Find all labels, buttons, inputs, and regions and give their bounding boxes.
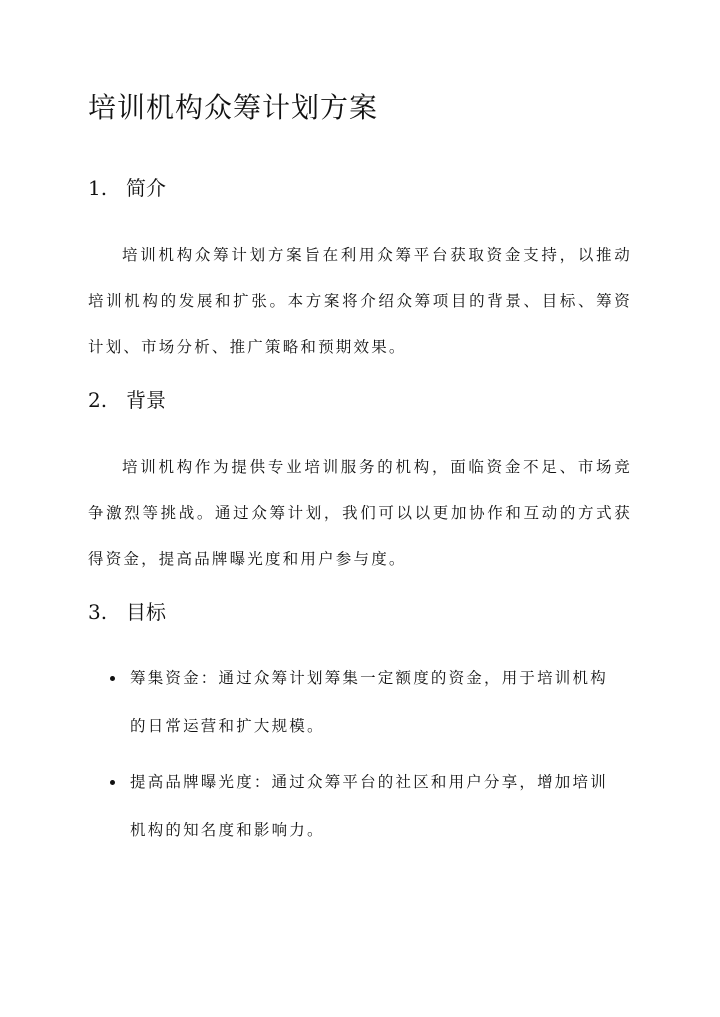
- document-title: 培训机构众筹计划方案: [88, 91, 379, 124]
- bullet-icon: [110, 780, 115, 785]
- section-heading-goals: [88, 597, 166, 627]
- list-item: [100, 654, 620, 750]
- goals-list: [100, 654, 620, 862]
- bullet-icon: [110, 676, 115, 681]
- goal-text: 筹集资金：通过众筹计划筹集一定额度的资金，用于培训机构的日常运营和扩大规模。: [130, 669, 608, 735]
- intro-paragraph: 培训机构众筹计划方案旨在利用众筹平台获取资金支持，以推动培训机构的发展和扩张。本方案将介绍众筹项目的背景、目标、筹资计划、市场分析、推广策略和预期效果。: [88, 246, 632, 356]
- section-number: 2.: [88, 388, 108, 412]
- list-item: [100, 758, 620, 854]
- background-paragraph: 培训机构作为提供专业培训服务的机构，面临资金不足、市场竞争激烈等挑战。通过众筹计划，我们可以以更加协作和互动的方式获得资金，提高品牌曝光度和用户参与度。: [88, 458, 632, 568]
- section-heading-intro: [88, 173, 166, 203]
- section-number: 1.: [88, 176, 108, 200]
- section-heading-background: [88, 385, 166, 415]
- goal-text: 提高品牌曝光度：通过众筹平台的社区和用户分享，增加培训机构的知名度和影响力。: [130, 773, 608, 839]
- section-title: 简介: [126, 176, 166, 200]
- section-title: 背景: [126, 388, 166, 412]
- section-title: 目标: [126, 600, 166, 624]
- section-number: 3.: [88, 600, 108, 624]
